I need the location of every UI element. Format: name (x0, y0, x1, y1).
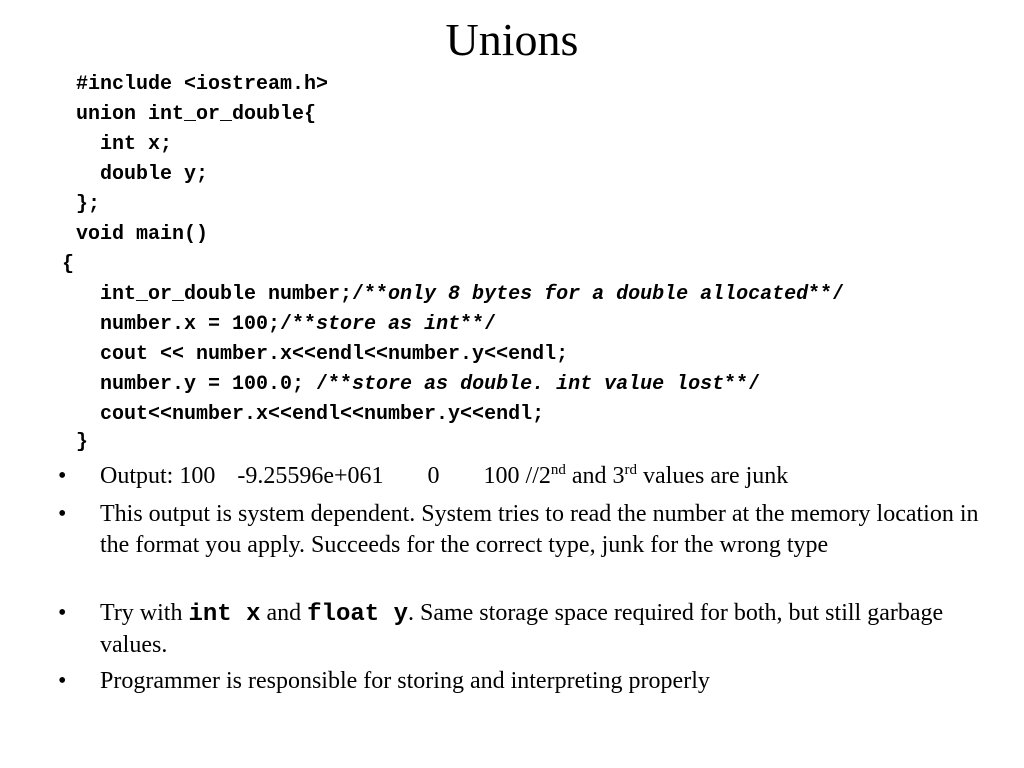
code-line-cout-1: cout << number.x<<endl<<number.y<<endl; (100, 343, 569, 366)
output-comment: //2 (525, 463, 551, 489)
code-segment: **/ (808, 283, 845, 306)
bullet-dot: • (58, 600, 67, 626)
code-line-close-brace: } (76, 431, 89, 454)
code-line-open-brace: { (62, 253, 75, 276)
output-comment: values are junk (637, 463, 789, 489)
bullet-try-with (100, 598, 980, 661)
code-segment: **/ (724, 373, 761, 396)
ordinal-suffix: rd (624, 462, 638, 478)
code-segment: int_or_double number;/** (100, 283, 389, 306)
code-line-assign-y (100, 373, 760, 397)
bullet-text: and (260, 600, 308, 626)
output-value: -9.25596e+061 (237, 463, 384, 489)
ordinal-suffix: nd (550, 462, 566, 478)
inline-code: int x (188, 601, 261, 628)
output-value: 100 (483, 463, 520, 489)
bullet-system-dependent: This output is system dependent. System tries to read the number at the memory location in the format you apply. Succeeds for the correct type, junk for the wrong type (100, 501, 979, 558)
bullet-dot: • (58, 501, 67, 527)
code-comment: store as double. int value lost (352, 373, 725, 396)
bullet-text: . Same storage space required for both, but still garbage values. (100, 600, 944, 658)
output-prefix: Output: 100 (100, 463, 216, 489)
code-segment: number.x = 100;/** (100, 313, 317, 336)
code-line-declare-number (100, 283, 844, 307)
bullet-text: Try with (100, 600, 189, 626)
code-segment: **/ (460, 313, 497, 336)
bullet-dot: • (58, 463, 67, 489)
code-comment: store as int (316, 313, 461, 336)
code-line-int-x: int x; (100, 133, 173, 156)
output-comment: and 3 (565, 463, 625, 489)
code-segment: number.y = 100.0; /** (100, 373, 353, 396)
code-line-assign-x (100, 313, 496, 337)
inline-code: float y (307, 601, 408, 628)
bullet-dot: • (58, 668, 67, 694)
bullet-output (100, 461, 980, 492)
bullet-programmer: Programmer is responsible for storing and interpreting properly (100, 668, 710, 694)
code-line-double-y: double y; (100, 163, 209, 186)
code-line-union-decl: union int_or_double{ (76, 103, 317, 126)
code-comment: only 8 bytes for a double allocated (388, 283, 809, 306)
slide-title: Unions (445, 14, 579, 65)
code-line-main: void main() (76, 223, 209, 246)
output-value: 0 (427, 463, 440, 489)
code-line-include: #include <iostream.h> (76, 73, 329, 96)
code-line-union-close: }; (76, 193, 101, 216)
code-line-cout-2: cout<<number.x<<endl<<number.y<<endl; (100, 403, 545, 426)
